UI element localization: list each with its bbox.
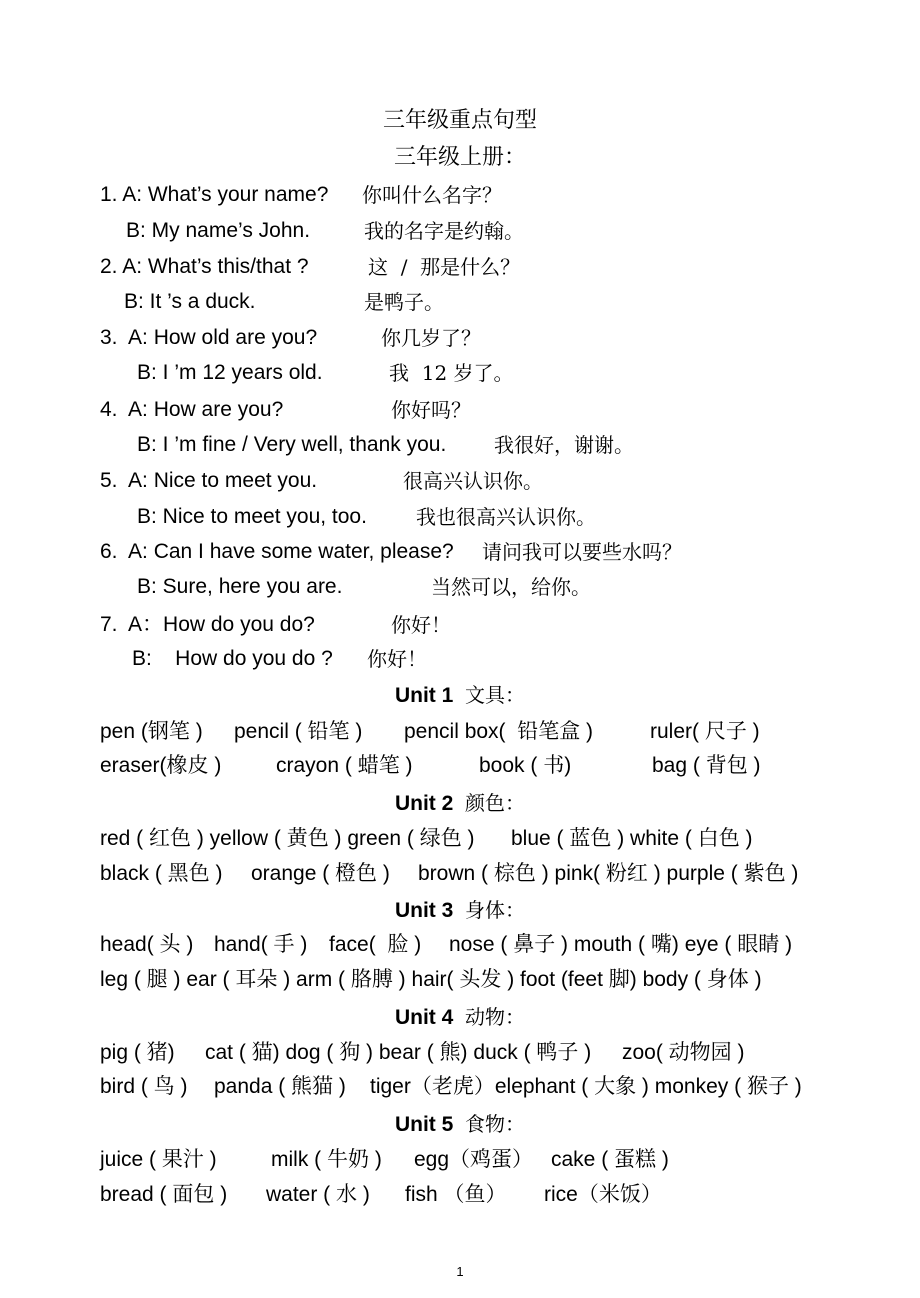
- unit-3-topic: 身体：: [465, 898, 525, 922]
- page-title: 三年级重点句型: [382, 108, 537, 133]
- unit-5-word: bread ( 面包 ): [100, 1183, 228, 1206]
- unit-3-word: nose ( 鼻子 ) mouth ( 嘴) eye ( 眼睛 ): [449, 933, 793, 956]
- unit-1-word: pen (钢笔 ): [100, 720, 203, 743]
- unit-2-topic: 颜色：: [465, 791, 525, 815]
- dialogue-1-b-en: B: My name’s John.: [126, 219, 311, 242]
- dialogue-3-b-zh: 我 12 岁了。: [389, 361, 514, 385]
- unit-2-word: black ( 黑色 ): [100, 862, 223, 885]
- unit-1-topic: 文具：: [465, 683, 525, 707]
- dialogue-6-b-en: B: Sure, here you are.: [137, 575, 343, 598]
- unit-2-word: brown ( 棕色 ) pink( 粉红 ) purple ( 紫色 ): [418, 862, 799, 885]
- unit-5-word: water ( 水 ): [266, 1183, 370, 1206]
- dialogue-7-a-zh: 你好！: [391, 613, 451, 637]
- unit-4-heading: [0, 1004, 920, 1030]
- unit-1-word: book ( 书): [479, 754, 572, 777]
- unit-2-label: Unit 2: [394, 792, 454, 815]
- unit-1-word: crayon ( 蜡笔 ): [276, 754, 413, 777]
- dialogue-4-a-zh: 你好吗？: [391, 398, 471, 422]
- dialogue-3-a-zh: 你几岁了？: [381, 326, 481, 350]
- unit-5-topic: 食物：: [465, 1112, 525, 1136]
- dialogue-5-a-en: 5. A: Nice to meet you.: [100, 469, 318, 492]
- dialogue-6-b-zh: 当然可以，给你。: [431, 575, 591, 599]
- unit-1-word: pencil box( 铅笔盒 ): [404, 720, 594, 743]
- unit-3-word: leg ( 腿 ) ear ( 耳朵 ) arm ( 胳膊 ) hair( 头发 ) foot (feet 脚) body ( 身体 ): [100, 968, 762, 991]
- dialogue-1-a-zh: 你叫什么名字？: [362, 183, 502, 207]
- unit-4-topic: 动物：: [465, 1005, 525, 1029]
- dialogue-2-a-zh: 这 / 那是什么？: [368, 255, 521, 279]
- dialogue-5-a-zh: 很高兴认识你。: [403, 469, 543, 493]
- dialogue-7-b-en: B: How do you do ?: [132, 647, 333, 670]
- unit-4-word: zoo( 动物园 ): [622, 1041, 745, 1064]
- dialogue-5-b-en: B: Nice to meet you, too.: [137, 505, 367, 528]
- unit-3-word: face( 脸 ): [329, 933, 422, 956]
- unit-5-word: rice（米饭）: [544, 1183, 662, 1206]
- unit-5-word: fish （鱼）: [405, 1183, 507, 1206]
- dialogue-4-a-en: 4. A: How are you?: [100, 398, 284, 421]
- unit-2-word: orange ( 橙色 ): [251, 862, 390, 885]
- unit-1-heading: [0, 682, 920, 708]
- dialogue-1-b-zh: 我的名字是约翰。: [364, 219, 524, 243]
- dialogue-5-b-zh: 我也很高兴认识你。: [416, 505, 596, 529]
- unit-4-word: panda ( 熊猫 ): [214, 1075, 346, 1098]
- dialogue-6-a-en: 6. A: Can I have some water, please?: [100, 540, 454, 563]
- page-number: 1: [456, 1264, 464, 1279]
- unit-5-word: egg（鸡蛋）: [414, 1148, 534, 1171]
- unit-1-word: bag ( 背包 ): [652, 754, 761, 777]
- page-subtitle: 三年级上册：: [393, 145, 526, 170]
- unit-2-heading: [0, 790, 920, 816]
- unit-2-word: blue ( 蓝色 ) white ( 白色 ): [511, 827, 753, 850]
- unit-5-word: milk ( 牛奶 ): [271, 1148, 382, 1171]
- unit-4-word: cat ( 猫) dog ( 狗 ) bear ( 熊) duck ( 鸭子 ): [205, 1041, 592, 1064]
- dialogue-4-b-zh: 我很好，谢谢。: [494, 433, 634, 457]
- unit-1-word: ruler( 尺子 ): [650, 720, 760, 743]
- dialogue-2-b-zh: 是鸭子。: [364, 290, 444, 314]
- unit-1-word: eraser(橡皮 ): [100, 754, 222, 777]
- unit-3-word: head( 头 ): [100, 933, 194, 956]
- unit-3-word: hand( 手 ): [214, 933, 308, 956]
- unit-4-word: pig ( 猪): [100, 1041, 175, 1064]
- dialogue-4-b-en: B: I ’m fine / Very well, thank you.: [137, 433, 447, 456]
- unit-2-word: red ( 红色 ) yellow ( 黄色 ) green ( 绿色 ): [100, 827, 475, 850]
- dialogue-6-a-zh: 请问我可以要些水吗？: [482, 540, 682, 564]
- unit-5-word: cake ( 蛋糕 ): [551, 1148, 669, 1171]
- unit-4-word: bird ( 鸟 ): [100, 1075, 188, 1098]
- unit-4-word: tiger（老虎）elephant ( 大象 ) monkey ( 猴子 ): [370, 1075, 802, 1098]
- dialogue-1-a-en: 1. A: What’s your name?: [100, 183, 329, 206]
- dialogue-2-b-en: B: It ’s a duck.: [124, 290, 256, 313]
- unit-4-label: Unit 4: [394, 1006, 454, 1029]
- dialogue-2-a-en: 2. A: What’s this/that ?: [100, 255, 309, 278]
- unit-1-word: pencil ( 铅笔 ): [234, 720, 363, 743]
- dialogue-7-b-zh: 你好！: [367, 647, 427, 671]
- unit-5-heading: [0, 1111, 920, 1137]
- unit-3-label: Unit 3: [394, 899, 454, 922]
- unit-3-heading: [0, 897, 920, 923]
- dialogue-7-a-en: 7. A：How do you do?: [100, 613, 315, 636]
- dialogue-3-b-en: B: I ’m 12 years old.: [137, 361, 323, 384]
- dialogue-3-a-en: 3. A: How old are you?: [100, 326, 318, 349]
- unit-5-label: Unit 5: [394, 1113, 454, 1136]
- unit-1-label: Unit 1: [394, 684, 454, 707]
- unit-5-word: juice ( 果汁 ): [100, 1148, 217, 1171]
